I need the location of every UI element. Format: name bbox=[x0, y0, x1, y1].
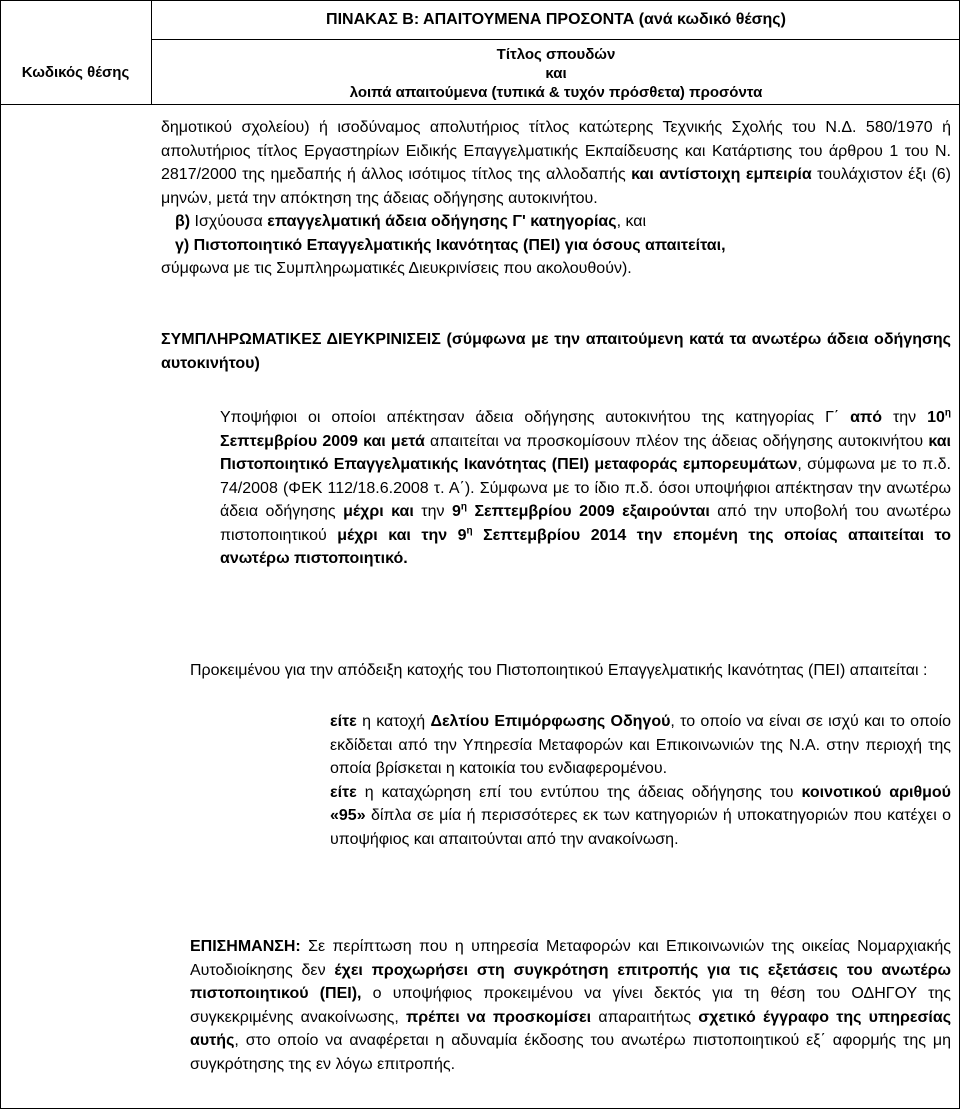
n-t4: , στο οποίο να αναφέρεται η αδυναμία έκδοσης του ανωτέρω πιστοποιητικού εξ΄ αφορμής της μη συγκρότησης της εν λόγω επιτροπής. bbox=[190, 1032, 951, 1073]
qualification-c-tail: σύμφωνα με τις Συμπληρωματικές Διευκρινίσεις που ακολουθούν). bbox=[161, 260, 632, 277]
qualification-b bbox=[161, 210, 951, 234]
proof-options bbox=[330, 710, 951, 851]
c-s6: απαιτείται να προσκομίσουν πλέον της άδειας οδήγησης αυτοκινήτου bbox=[424, 432, 929, 450]
clarifications-paragraph bbox=[220, 406, 951, 571]
code-column-header: Κωδικός θέσης bbox=[21, 63, 130, 81]
qual-c-bold: γ) Πιστοποιητικό Επαγγελματικής Ικανότητας (ΠΕΙ) για όσους απαιτείται, bbox=[175, 236, 726, 254]
n-b1: έχει προχωρήσει στη συγκρότηση επιτροπής για τις εξετάσεις του ανωτέρω πιστοποιητικού (ΠΕΙ), bbox=[190, 961, 951, 1002]
qual-b-text: Ισχύουσα bbox=[190, 213, 268, 230]
c-s13: από την υποβολή του ανωτέρω πιστοποιητικού bbox=[220, 503, 952, 544]
c-s12: Σεπτεμβρίου 2009 εξαιρούνται bbox=[466, 503, 710, 520]
c-s11-sup: η bbox=[460, 501, 467, 513]
c-s9: μέχρι και bbox=[343, 503, 414, 520]
proof-option-1 bbox=[330, 710, 951, 781]
c-s14: μέχρι και την 9 bbox=[337, 526, 467, 544]
qualification-paragraph bbox=[161, 116, 951, 210]
col-title-line2: και bbox=[545, 65, 567, 82]
notice-label: ΕΠΙΣΗΜΑΝΣΗ: bbox=[190, 938, 301, 955]
c-s11: 9 bbox=[451, 503, 461, 520]
c-s5: Σεπτεμβρίου 2009 και μετά bbox=[220, 432, 425, 450]
qual-b-bold: επαγγελματική άδεια οδήγησης Γ' κατηγορίας bbox=[267, 213, 617, 230]
proof-option-2 bbox=[330, 781, 951, 852]
c-s7: και Πιστοποιητικό Επαγγελματικής Ικανότητας (ΠΕΙ) μεταφοράς εμπορευμάτων bbox=[220, 432, 951, 473]
qual-bold: και αντίστοιχη εμπειρία bbox=[631, 166, 812, 183]
notice bbox=[190, 935, 951, 1076]
col-title-line3: λοιπά απαιτούμενα (τυπικά & τυχόν πρόσθετα) προσόντα bbox=[349, 84, 763, 101]
c-s10: την bbox=[413, 503, 452, 520]
c-s4: 10 bbox=[927, 409, 945, 426]
clarifications-heading: ΣΥΜΠΛΗΡΩΜΑΤΙΚΕΣ ΔΙΕΥΚΡΙΝΙΣΕΙΣ (σύμφωνα με την απαιτούμενη κατά τα ανωτέρω άδεια οδήγησης αυτοκινήτου) bbox=[161, 331, 951, 372]
c-s3: την bbox=[882, 409, 928, 426]
o1-text2: , το οποίο να είναι σε ισχύ και το οποίο εκδίδεται από την Υπηρεσία Μεταφορών και Επικοινωνιών της Ν.Α. στην περιοχή της οποία βρίσκεται η κατοικία του ενδιαφερομένου. bbox=[330, 713, 952, 777]
header-bottom-divider bbox=[0, 104, 960, 105]
qual-b-label: β) bbox=[175, 213, 191, 230]
qual-text: δημοτικού σχολείου) ή ισοδύναμος απολυτήριος τίτλος κατώτερης Τεχνικής Σχολής του Ν.Δ. 580/1970 ή απολυτήριος τίτλος Εργαστηρίων Ειδικής Επαγγελματικής Εκπαίδευσης και Κατάρτισης του άρθρου 1 του Ν. 2817/2000 της ημεδαπής ή άλλος ισότιμος τίτλος της αλλοδαπής bbox=[161, 119, 951, 183]
n-t1: Σε περίπτωση που η υπηρεσία Μεταφορών και Επικοινωνιών της οικείας Νομαρχιακής Αυτοδιοίκησης δεν bbox=[190, 938, 951, 979]
proof-intro: Προκειμένου για την απόδειξη κατοχής του Πιστοποιητικού Επαγγελματικής Ικανότητας (ΠΕΙ) απαιτείται : bbox=[190, 662, 928, 679]
o2-text2: δίπλα σε μία ή περισσότερες εκ των κατηγοριών ή υποκατηγοριών που κατέχει ο υποψήφιος και απαιτούνται από την ανακοίνωση. bbox=[330, 807, 951, 848]
clarifications-body bbox=[220, 406, 951, 571]
o2-bold: είτε bbox=[330, 783, 357, 801]
o1-bold2: Δελτίου Επιμόρφωσης Οδηγού bbox=[430, 713, 671, 730]
qualifications-column-header bbox=[152, 40, 960, 104]
c-s15: Σεπτεμβρίου 2014 την επομένη της οποίας απαιτείται το ανωτέρω πιστοποιητικό. bbox=[220, 526, 952, 567]
n-b2: πρέπει να προσκομίσει bbox=[406, 1008, 592, 1026]
o1-text: η κατοχή bbox=[356, 713, 431, 730]
qualification-c bbox=[161, 234, 951, 258]
qual-text-end: τουλάχιστον έξι (6) μηνών, μετά την απόκτηση της άδειας οδήγησης αυτοκινήτου. bbox=[161, 166, 952, 207]
o2-bold2: κοινοτικού αριθμού «95» bbox=[330, 783, 951, 824]
col-title-line1: Τίτλος σπουδών bbox=[496, 46, 616, 63]
c-s14-sup: η bbox=[466, 525, 473, 537]
table-title: ΠΙΝΑΚΑΣ Β: ΑΠΑΙΤΟΥΜΕΝΑ ΠΡΟΣΟΝΤΑ (ανά κωδικό θέσης) bbox=[326, 10, 786, 28]
c-s4-sup: η bbox=[944, 407, 952, 419]
qual-b-text2: , και bbox=[616, 213, 647, 230]
o1-bold: είτε bbox=[330, 713, 357, 730]
notice-paragraph bbox=[190, 935, 951, 1076]
c-s2: από bbox=[850, 409, 883, 426]
n-b3: σχετικό έγγραφο της υπηρεσίας αυτής bbox=[190, 1008, 952, 1049]
o2-text: η καταχώρηση επί του εντύπου της άδειας οδήγησης του bbox=[356, 783, 802, 801]
qualifications-text bbox=[161, 116, 951, 281]
n-t3: απαραιτήτως bbox=[591, 1008, 699, 1026]
n-t2: ο υποψήφιος προκειμένου να γίνει δεκτός για τη θέση του ΟΔΗΓΟΥ της συγκεκριμένης ανακοίνωσης, bbox=[190, 985, 951, 1026]
c-s8: , σύμφωνα με το π.δ. 74/2008 (ΦΕΚ 112/18.6.2008 τ. Α΄). Σύμφωνα με το ίδιο π.δ. όσοι υποψήφιοι απέκτησαν την ανωτέρω άδεια οδήγησης bbox=[220, 456, 952, 520]
c-s1: Υποψήφιοι οι οποίοι απέκτησαν άδεια οδήγησης αυτοκινήτου της κατηγορίας Γ΄ bbox=[220, 409, 851, 426]
